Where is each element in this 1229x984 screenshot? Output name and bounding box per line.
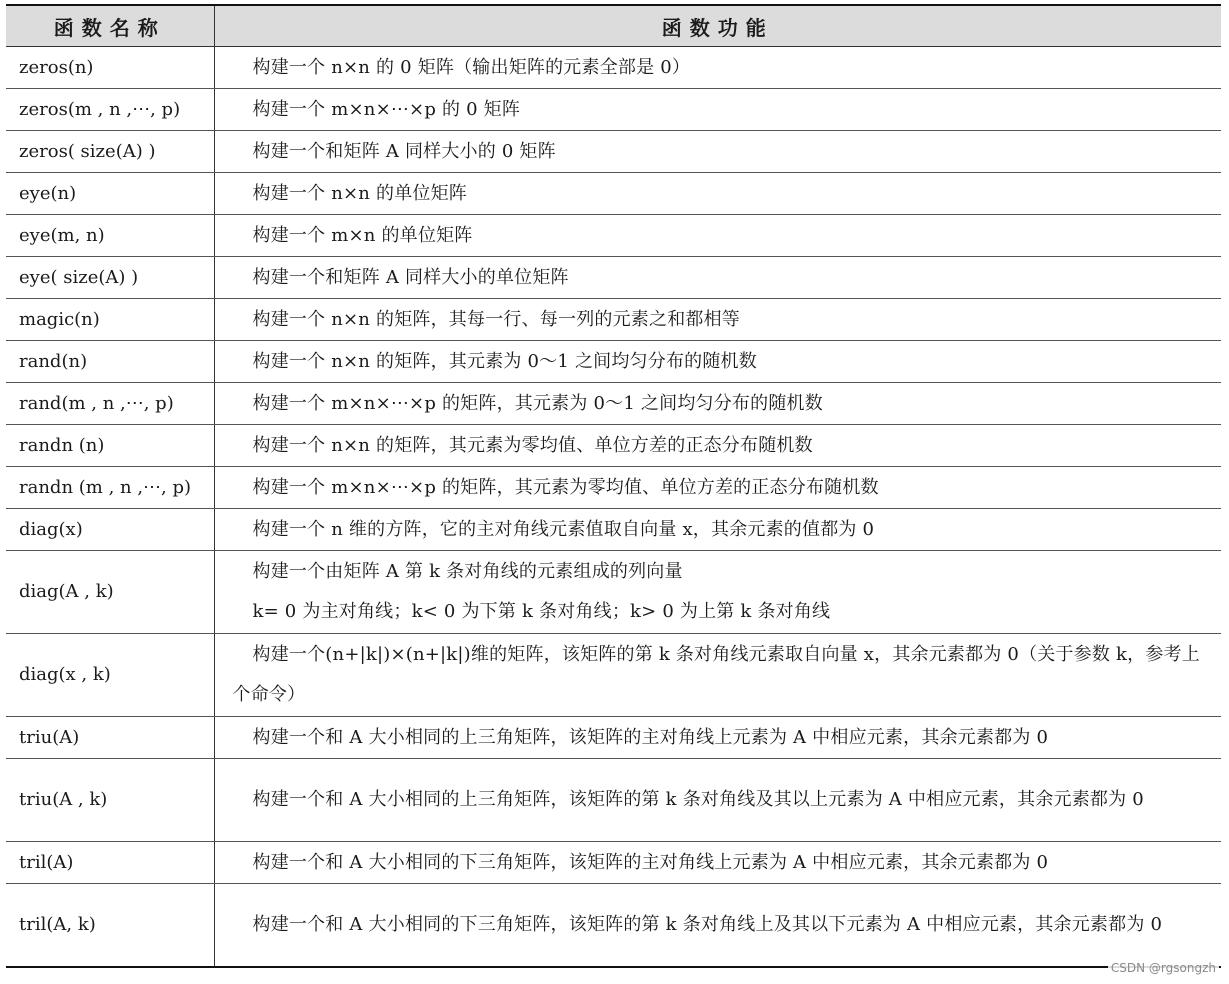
description-line: 构建一个和 A 大小相同的下三角矩阵，该矩阵的主对角线上元素为 A 中相应元素，其余元素都为 0 (252, 851, 1049, 873)
function-name-cell: eye(m, n) (6, 215, 214, 257)
table-row (6, 257, 1221, 299)
function-name-cell: triu(A) (6, 717, 214, 759)
function-description-cell: 构建一个和 A 大小相同的下三角矩阵，该矩阵的第 k 条对角线上及其以下元素为 A 中相应元素，其余元素都为 0 (214, 884, 1221, 968)
function-description-cell (214, 509, 1221, 551)
description-line: 构建一个 n×n 的 0 矩阵（输出矩阵的元素全部是 0） (252, 56, 691, 78)
function-name-cell: zeros(m , n ,⋯, p) (6, 89, 214, 131)
function-description-cell (214, 89, 1221, 131)
table-row (6, 47, 1221, 89)
table-row (6, 717, 1221, 759)
table-row (6, 425, 1221, 467)
function-description-cell (214, 383, 1221, 425)
description-line: 构建一个 n×n 的矩阵，其每一行、每一列的元素之和都相等 (252, 308, 741, 330)
function-description-cell (214, 467, 1221, 509)
table-row (6, 884, 1221, 968)
table-row (6, 341, 1221, 383)
table-row (6, 173, 1221, 215)
description-line: 构建一个 m×n×⋯×p 的矩阵，其元素为 0～1 之间均匀分布的随机数 (252, 392, 823, 414)
function-description-cell (214, 173, 1221, 215)
description-line: 构建一个 n×n 的单位矩阵 (252, 182, 468, 204)
function-description-cell (214, 717, 1221, 759)
table-row (6, 383, 1221, 425)
description-line: 构建一个和矩阵 A 同样大小的 0 矩阵 (252, 140, 556, 162)
table-row (6, 509, 1221, 551)
function-description-cell: 构建一个和 A 大小相同的上三角矩阵，该矩阵的第 k 条对角线及其以上元素为 A 中相应元素，其余元素都为 0 (214, 759, 1221, 842)
description-line: 构建一个由矩阵 A 第 k 条对角线的元素组成的列向量 (252, 561, 683, 582)
function-description-cell (214, 47, 1221, 89)
description-line: 构建一个 m×n 的单位矩阵 (252, 224, 473, 246)
description-line: 构建一个 m×n×⋯×p 的矩阵，其元素为零均值、单位方差的正态分布随机数 (252, 476, 879, 498)
function-name-cell: rand(m , n ,⋯, p) (6, 383, 214, 425)
description-line: 构建一个 m×n×⋯×p 的 0 矩阵 (252, 98, 521, 120)
table-row (6, 89, 1221, 131)
function-name-cell: diag(A , k) (6, 551, 214, 634)
csdn-watermark: CSDN @rgsongzh (1108, 960, 1219, 976)
table-row (6, 634, 1221, 717)
function-name-cell: diag(x , k) (6, 634, 214, 717)
function-description-cell (214, 425, 1221, 467)
function-name-cell: eye( size(A) ) (6, 257, 214, 299)
function-name-cell: diag(x) (6, 509, 214, 551)
description-line: 构建一个 n 维的方阵，它的主对角线元素值取自向量 x，其余元素的值都为 0 (252, 518, 875, 540)
description-line: 构建一个和 A 大小相同的上三角矩阵，该矩阵的主对角线上元素为 A 中相应元素，其余元素都为 0 (252, 726, 1049, 748)
function-name-cell: triu(A , k) (6, 759, 214, 842)
function-name-cell: zeros( size(A) ) (6, 131, 214, 173)
function-description-cell (214, 842, 1221, 884)
function-name-cell: randn (m , n ,⋯, p) (6, 467, 214, 509)
header-function-name: 函数名称 (6, 5, 214, 47)
function-name-cell: magic(n) (6, 299, 214, 341)
function-description-cell (214, 299, 1221, 341)
function-name-cell: eye(n) (6, 173, 214, 215)
table-row (6, 131, 1221, 173)
function-name-cell: zeros(n) (6, 47, 214, 89)
function-table-container (6, 4, 1221, 968)
function-table (6, 4, 1221, 968)
description-line: 构建一个 n×n 的矩阵，其元素为 0～1 之间均匀分布的随机数 (252, 350, 757, 372)
table-row (6, 215, 1221, 257)
function-description-cell: 构建一个(n+|k|)×(n+|k|)维的矩阵，该矩阵的第 k 条对角线元素取自向量 x，其余元素都为 0（关于参数 k，参考上个命令） (214, 634, 1221, 717)
table-header-row (6, 5, 1221, 47)
function-description-cell (214, 131, 1221, 173)
function-name-cell: tril(A, k) (6, 884, 214, 968)
description-line: 构建一个 n×n 的矩阵，其元素为零均值、单位方差的正态分布随机数 (252, 434, 813, 456)
function-description-cell (214, 257, 1221, 299)
header-function-description: 函数功能 (214, 5, 1221, 47)
table-row (6, 467, 1221, 509)
function-description-cell (214, 551, 1221, 634)
function-name-cell: tril(A) (6, 842, 214, 884)
table-row (6, 299, 1221, 341)
function-description-cell (214, 215, 1221, 257)
function-description-cell (214, 341, 1221, 383)
description-line: 构建一个和矩阵 A 同样大小的单位矩阵 (252, 266, 569, 288)
table-row (6, 842, 1221, 884)
function-name-cell: randn (n) (6, 425, 214, 467)
table-row (6, 551, 1221, 634)
description-line: k= 0 为主对角线；k< 0 为下第 k 条对角线；k> 0 为上第 k 条对角线 (252, 601, 831, 622)
table-row (6, 759, 1221, 842)
function-name-cell: rand(n) (6, 341, 214, 383)
